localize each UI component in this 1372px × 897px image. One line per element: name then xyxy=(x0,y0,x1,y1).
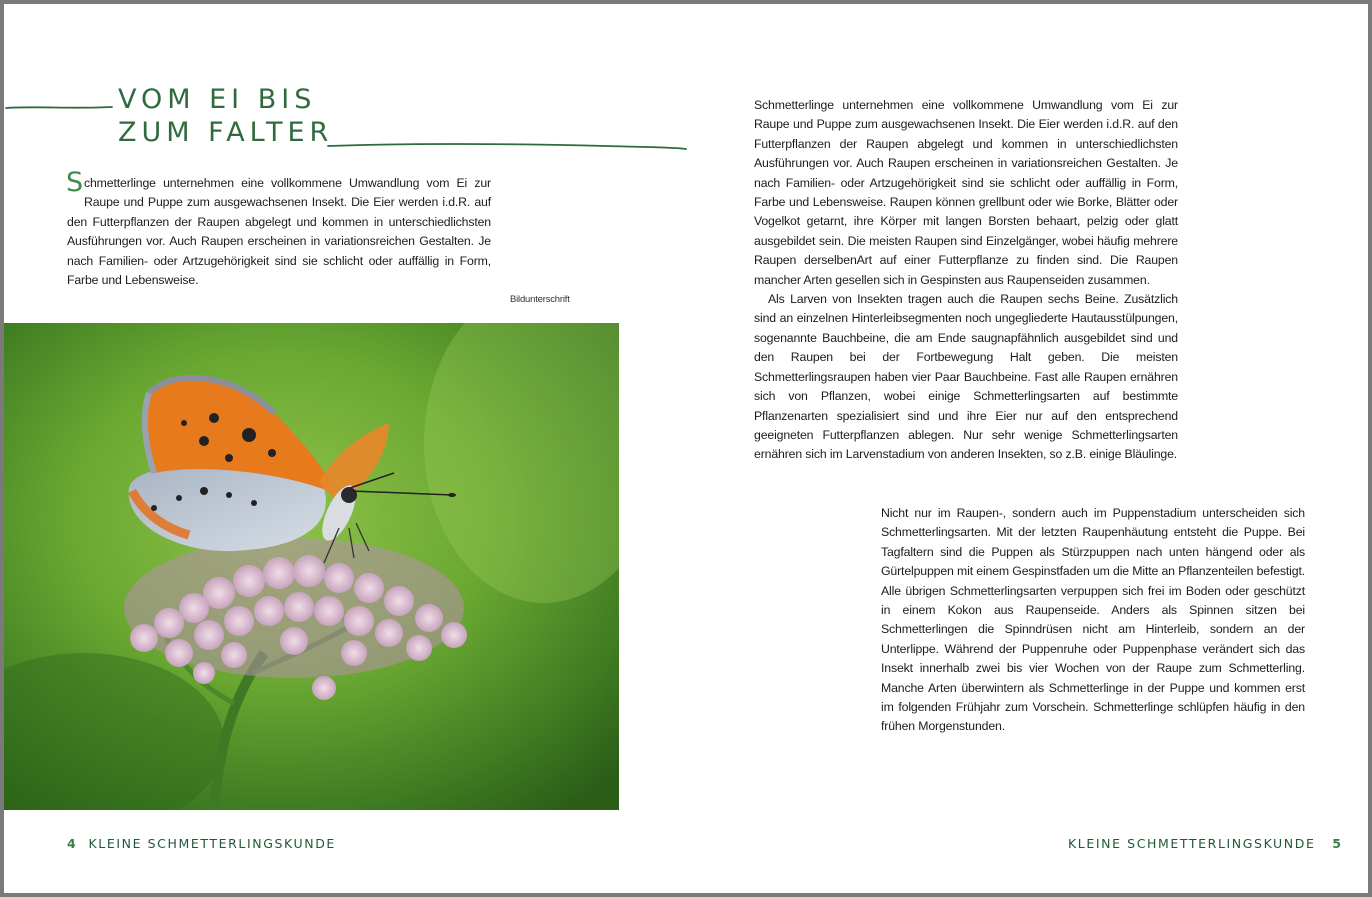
footer-left xyxy=(67,836,336,851)
dropcap-letter: S xyxy=(66,167,83,198)
running-title-right: KLEINE SCHMETTERLINGSKUNDE xyxy=(1068,836,1316,851)
page-title-line-2: ZUM FALTER xyxy=(118,117,334,148)
paragraph-3: Nicht nur im Raupen-, sondern auch im Puppenstadium unterscheiden sich Schmetterlingsarten. Mit der letzten Raupenhäutung entsteht die Puppe. Bei Tagfaltern sind die Puppen als Stürzpuppen nach unten hängend oder als Gürtelpuppen mit einem Gespinstfaden um die Mitte an Pflanzenteilen befestigt. Alle übrigen Schmetterlingsarten verpuppen sich frei im Boden oder geschützt in einem Kokon aus Raupenseide. Anders als Spinnen sitzen bei Schmetterlingen die Spinndrüsen nicht am Hinterleib, sondern an der Unterlippe. Während der Puppenruhe oder Puppenphase verändert sich das Insekt innerhalb zwei bis vier Wochen von der Raupe zum Schmetterling. Manche Arten überwintern als Schmetterlinge in der Puppe und kommen erst im folgenden Frühjahr zum Vorschein. Schmetterlinge schlüpfen häufig in den frühen Morgenstunden. xyxy=(881,506,1305,734)
title-rule-top xyxy=(4,102,116,114)
paragraph-2: Als Larven von Insekten tragen auch die Raupen sechs Beine. Zusätzlich sind an einzelnen Hinterleibsegmenten noch ungegliederte Hautausstülpungen, sogenannte Bauchbeine, die am Ende saugnapfähnlich ausgebildet sind und den Raupen bei der Fortbewegung Halt geben. Die meisten Schmetterlingsraupen haben vier Paar Bauchbeine. Fast alle Raupen ernähren sich von Pflanzen, wobei einige Schmetterlingsarten auf bestimmte Pflanzenarten spezialisiert sind und ihre Eier nur auf den entsprechend geeigneten Futterpflanzen ablegen. Nur sehr wenige Schmetterlingsarten ernähren sich im Larvenstadium von anderen Insekten, so z.B. einige Bläulinge. xyxy=(754,292,1178,462)
running-title-left: KLEINE SCHMETTERLINGSKUNDE xyxy=(88,836,336,851)
butterfly-photo xyxy=(4,323,619,810)
paragraph-1: Schmetterlinge unternehmen eine vollkommene Umwandlung vom Ei zur Raupe und Puppe zum ausgewachsenen Insekt. Die Eier werden i.d.R. auf den Futterpflanzen der Raupen abgelegt und kommen in unterschiedlichsten Ausführungen vor. Auch Raupen erscheinen in variationsreichen Gestalten. Je nach Familien- oder Artzugehörigkeit sind sie schlicht oder auffällig in Form, Farbe und Lebensweise. Raupen können grellbunt oder wie Borke, Blätter oder Vogelkot getarnt, ihre Körper mit langen Borsten behaart, pelzig oder glatt ausgebildet sein. Die meisten Raupen sind Einzelgänger, wobei häufig mehrere Raupen derselbenArt auf einer Futterpflanze zu finden sind. Die Raupen mancher Arten gesellen sich in Gespinsten aus Raupenseiden zusammen. xyxy=(754,98,1178,287)
image-caption: Bildunterschrift xyxy=(510,294,570,305)
right-column-lower xyxy=(881,504,1305,737)
page-number-right: 5 xyxy=(1332,836,1343,851)
title-rule-bottom xyxy=(326,138,690,154)
footer-right xyxy=(1068,836,1343,851)
right-column-upper xyxy=(754,96,1178,465)
page-number-left: 4 xyxy=(67,836,78,851)
page-title-line-1: VOM EI BIS xyxy=(118,84,317,115)
intro-text xyxy=(66,167,491,290)
book-spread xyxy=(4,4,1368,893)
intro-paragraph: chmetterlinge unternehmen eine vollkommene Umwandlung vom Ei zur Raupe und Puppe zum ausgewachsenen Insekt. Die Eier werden i.d.R. auf den Futterpflanzen der Raupen abgelegt und kommen in unterschiedlichsten Ausführungen vor. Auch Raupen erscheinen in variationsreichen Gestalten. Je nach Familien- oder Artzugehörigkeit sind sie schlicht oder auffällig in Form, Farbe und Lebensweise. xyxy=(67,176,491,288)
